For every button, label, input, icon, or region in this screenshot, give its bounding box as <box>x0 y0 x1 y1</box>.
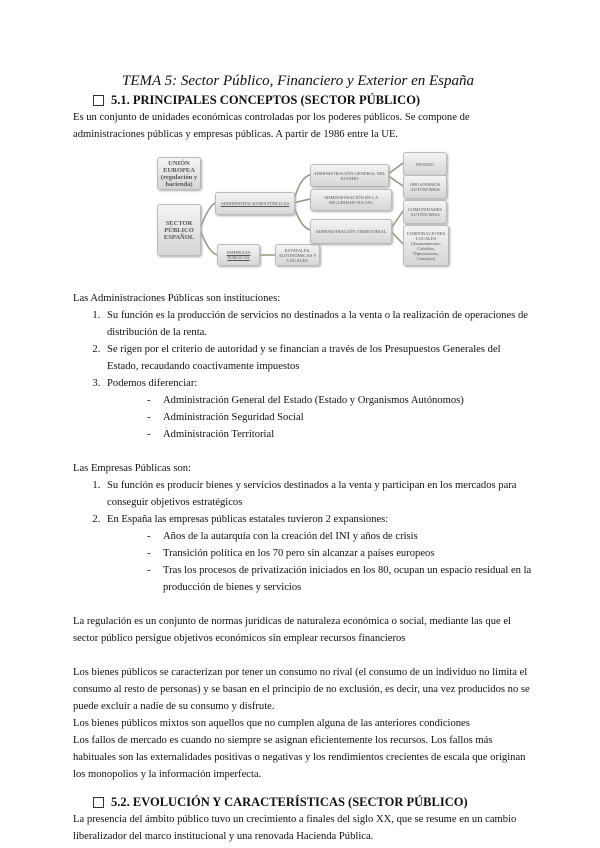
list-item: 2. Se rigen por el criterio de autoridad y se financian a través de los Presupuestos Generales del Estado, recaudando coactivamente impuestos <box>103 341 533 375</box>
document-title: TEMA 5: Sector Público, Financiero y Exterior en España <box>121 73 474 89</box>
section-heading-2 <box>73 793 533 811</box>
list-item-text: En España las empresas públicas estatales tuvieron 2 expansiones: <box>107 514 389 525</box>
emp-list <box>73 477 533 596</box>
section-heading-text: 5.1. PRINCIPALES CONCEPTOS (SECTOR PÚBLICO) <box>111 93 421 107</box>
adm-list <box>73 307 533 443</box>
node-union-europea: UNIÓN EUROPEA (regulación y hacienda) <box>157 157 201 190</box>
regulacion-paragraph: La regulación es un conjunto de normas jurídicas de naturaleza económica o social, mediante las que el sector público persigue objetivos económicos sin emplear recursos financieros <box>73 616 512 644</box>
node-empresas-publicas: EMPRESAS PÚBLICAS <box>217 244 260 266</box>
sector-publico-diagram <box>150 147 450 272</box>
section2-intro: La presencia del ámbito público tuvo un crecimiento a finales del siglo XX, que se resume en un cambio liberalizador del marco institucional y una renovada Hacienda Pública. <box>73 814 517 842</box>
list-item <box>103 511 533 596</box>
list-item: - Administración Territorial <box>147 426 533 443</box>
checkbox-icon <box>93 95 104 106</box>
emp-sublist <box>107 528 533 596</box>
list-item <box>103 375 533 443</box>
section-heading-1 <box>73 91 533 109</box>
node-administraciones-publicas: ADMINISTRACIONES PÚBLICAS <box>215 192 295 215</box>
node-comunidades: COMUNIDADES AUTÓNOMAS <box>403 200 447 224</box>
list-item: 1. Su función es la producción de servicios no destinados a la venta o la realización de operaciones de distribución de la renta. <box>103 307 533 341</box>
list-item: 1. Su función es producir bienes y servicios destinados a la venta y participan en los mercados para conseguir objetivos estratégicos <box>103 477 533 511</box>
adm-sublist <box>107 392 533 443</box>
fallos-paragraph: Los fallos de mercado es cuando no siempre se asignan eficientemente los recursos. Los fallos más habituales son las externalidades positivas o negativas y los rendimientos crecientes de escala que originan los monopolios y la información imperfecta. <box>73 735 526 780</box>
adm-intro: Las Administraciones Públicas son instituciones: <box>73 293 281 304</box>
checkbox-icon <box>93 797 104 808</box>
emp-intro: Las Empresas Públicas son: <box>73 463 191 474</box>
node-estado: ESTADO <box>403 152 447 176</box>
node-seguridad-social: ADMINISTRACIÓN DE LA SEGURIDAD SOCIAL <box>310 189 392 211</box>
mixtos-paragraph: Los bienes públicos mixtos son aquellos que no cumplen alguna de las anteriores condiciones <box>73 718 470 729</box>
node-organismos: ORGANISMOS AUTÓNOMOS <box>403 175 447 199</box>
list-item: - Administración General del Estado (Estado y Organismos Autónomos) <box>147 392 533 409</box>
list-item: - Tras los procesos de privatización iniciados en los 80, ocupan un espacio residual en la producción de bienes y servicios <box>147 562 533 596</box>
node-age: ADMINISTRACIÓN GENERAL DEL ESTADO <box>310 164 389 187</box>
intro-paragraph: Es un conjunto de unidades económicas controladas por los poderes públicos. Se compone de administraciones públicas y empresas públicas. A partir de 1986 entre la UE. <box>73 112 470 140</box>
node-sector-publico: SECTOR PÚBLICO ESPAÑOL <box>157 204 201 256</box>
list-item: - Transición política en los 70 pero sin alcanzar a países europeos <box>147 545 533 562</box>
document-page <box>73 72 533 845</box>
section-heading-text: 5.2. EVOLUCIÓN Y CARACTERÍSTICAS (SECTOR PÚBLICO) <box>111 795 468 809</box>
node-corporaciones: CORPORACIONES LOCALES (Ayuntamientos, Cabildos, Diputaciones, Consejos) <box>403 225 449 266</box>
list-item: - Administración Seguridad Social <box>147 409 533 426</box>
list-item: - Años de la autarquía con la creación del INI y años de crisis <box>147 528 533 545</box>
node-territorial: ADMINISTRACIÓN TERRITORIAL <box>310 219 392 244</box>
node-estatales: ESTATALES, AUTONÓMICAS Y LOCALES <box>275 244 320 266</box>
bienes-paragraph: Los bienes públicos se caracterizan por tener un consumo no rival (el consumo de un individuo no limita el consumo al resto de personas) y se basan en el principio de no exclusión, es decir, una vez producidos no se puede excluir a nadie de su consumo y disfrute. <box>73 667 530 712</box>
list-item-text: Podemos diferenciar: <box>107 378 198 389</box>
